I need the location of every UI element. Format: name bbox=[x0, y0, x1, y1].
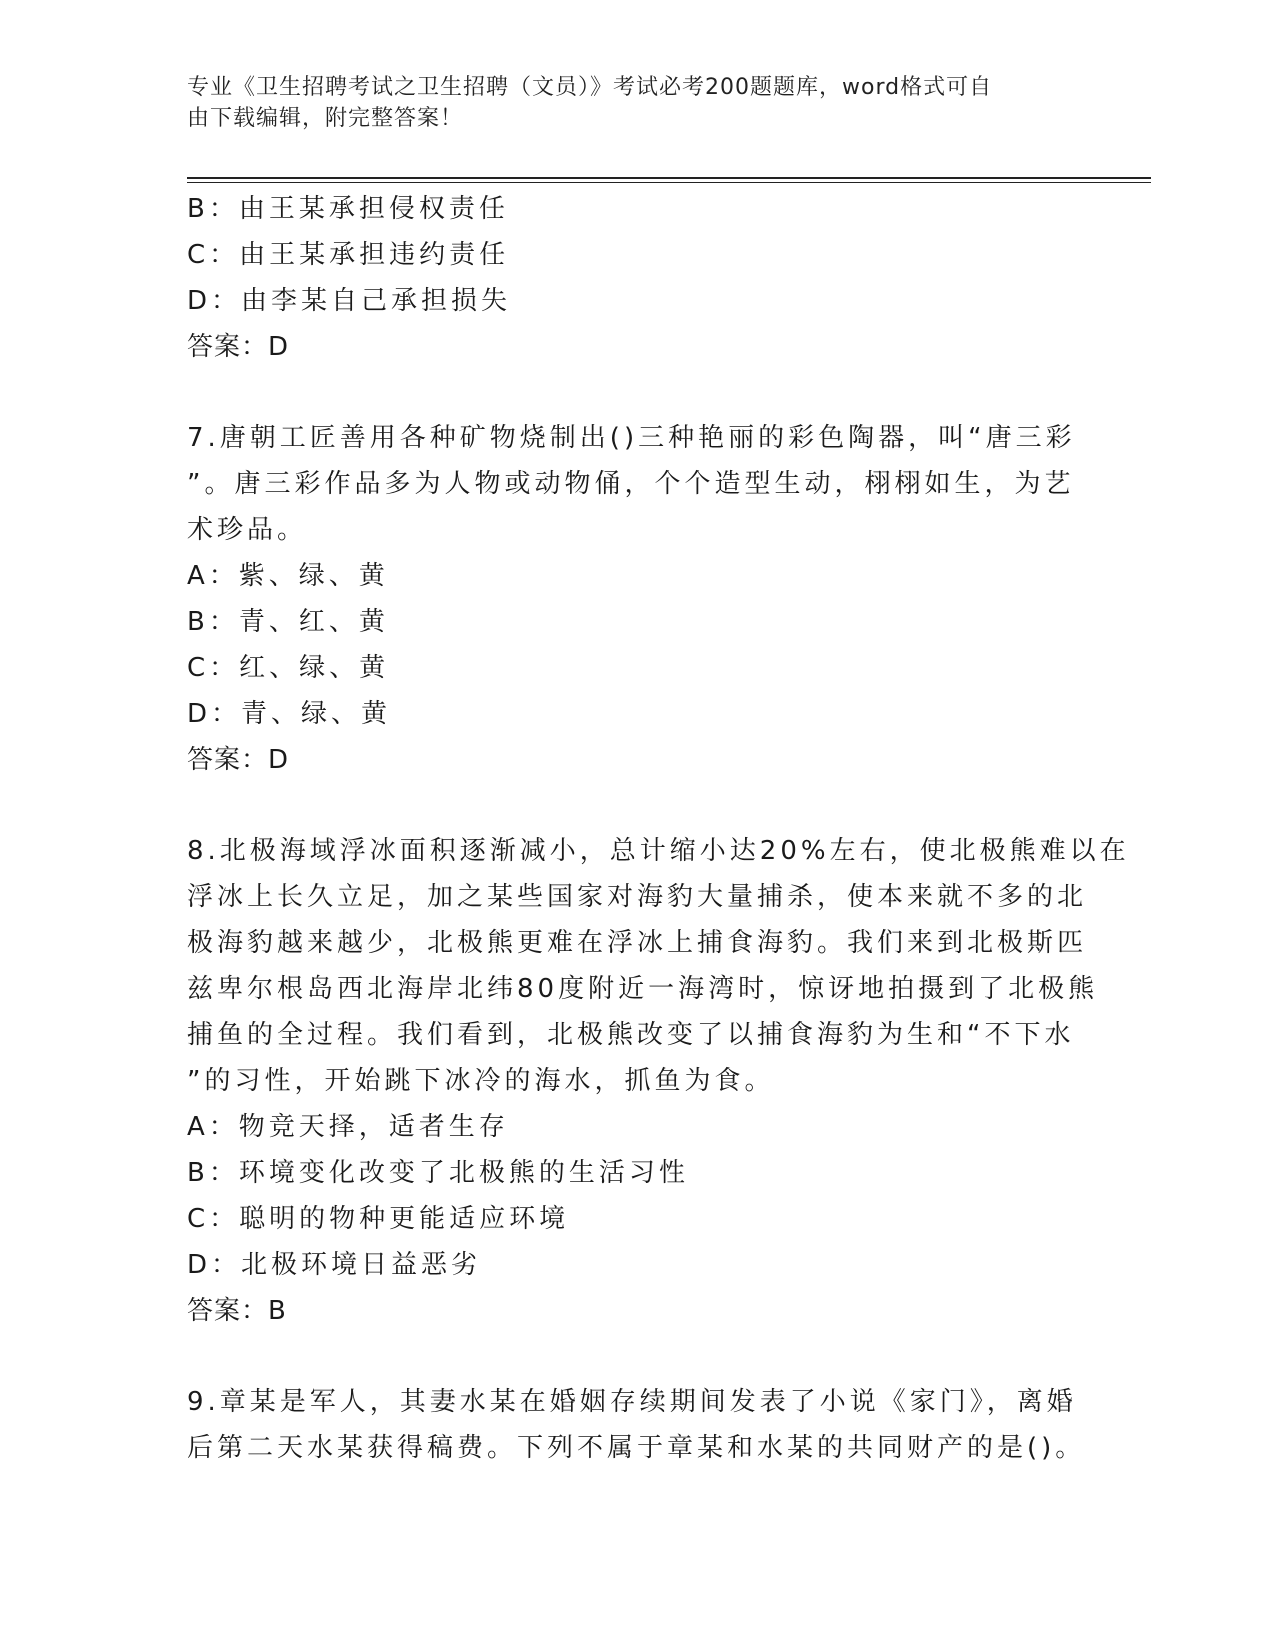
option-b: B：环境变化改变了北极熊的生活习性 bbox=[187, 1158, 689, 1188]
question-text-line: 兹卑尔根岛西北海岸北纬80度附近一海湾时，惊讶地拍摄到了北极熊 bbox=[187, 974, 1099, 1004]
answer-label: 答案：D bbox=[187, 332, 290, 362]
answer-label: 答案：D bbox=[187, 745, 290, 775]
question-text-line: 极海豹越来越少，北极熊更难在浮冰上捕食海豹。我们来到北极斯匹 bbox=[187, 928, 1088, 958]
question-6-tail bbox=[187, 186, 1087, 370]
header-line-2: 由下载编辑，附完整答案！ bbox=[187, 106, 464, 131]
option-a: A：紫、绿、黄 bbox=[187, 561, 389, 591]
option-b: B：青、红、黄 bbox=[187, 607, 389, 637]
question-9 bbox=[187, 1379, 1087, 1471]
header-rule-thin bbox=[187, 182, 1151, 183]
question-text-line: ”。唐三彩作品多为人物或动物俑，个个造型生动，栩栩如生，为艺 bbox=[187, 469, 1075, 499]
question-text-line: ”的习性，开始跳下冰冷的海水，抓鱼为食。 bbox=[187, 1066, 775, 1096]
header-rule-thick bbox=[187, 177, 1151, 179]
option-c: C：由王某承担违约责任 bbox=[187, 240, 510, 270]
option-b: B：由王某承担侵权责任 bbox=[187, 194, 509, 224]
question-8 bbox=[187, 828, 1130, 1334]
page-header bbox=[187, 72, 1067, 134]
question-text-line: 术珍品。 bbox=[187, 515, 308, 545]
question-7 bbox=[187, 415, 1087, 783]
question-text-line: 浮冰上长久立足，加之某些国家对海豹大量捕杀，使本来就不多的北 bbox=[187, 882, 1088, 912]
question-text-line: 8.北极海域浮冰面积逐渐减小，总计缩小达20%左右，使北极熊难以在 bbox=[187, 836, 1130, 866]
option-d: D：北极环境日益恶劣 bbox=[187, 1250, 482, 1280]
option-c: C：聪明的物种更能适应环境 bbox=[187, 1204, 570, 1234]
question-text-line: 捕鱼的全过程。我们看到，北极熊改变了以捕食海豹为生和“不下水 bbox=[187, 1020, 1075, 1050]
option-c: C：红、绿、黄 bbox=[187, 653, 390, 683]
question-text-line: 9.章某是军人，其妻水某在婚姻存续期间发表了小说《家门》，离婚 bbox=[187, 1387, 1077, 1417]
question-text-line: 后第二天水某获得稿费。下列不属于章某和水某的共同财产的是()。 bbox=[187, 1433, 1086, 1463]
option-d: D：由李某自己承担损失 bbox=[187, 286, 512, 316]
option-d: D：青、绿、黄 bbox=[187, 699, 392, 729]
option-a: A：物竞天择，适者生存 bbox=[187, 1112, 509, 1142]
answer-label: 答案：B bbox=[187, 1296, 287, 1326]
question-text-line: 7.唐朝工匠善用各种矿物烧制出()三种艳丽的彩色陶器，叫“唐三彩 bbox=[187, 423, 1076, 453]
header-line-1: 专业《卫生招聘考试之卫生招聘（文员）》考试必考200题题库，word格式可自 bbox=[187, 75, 993, 100]
question-content bbox=[187, 186, 1130, 1471]
